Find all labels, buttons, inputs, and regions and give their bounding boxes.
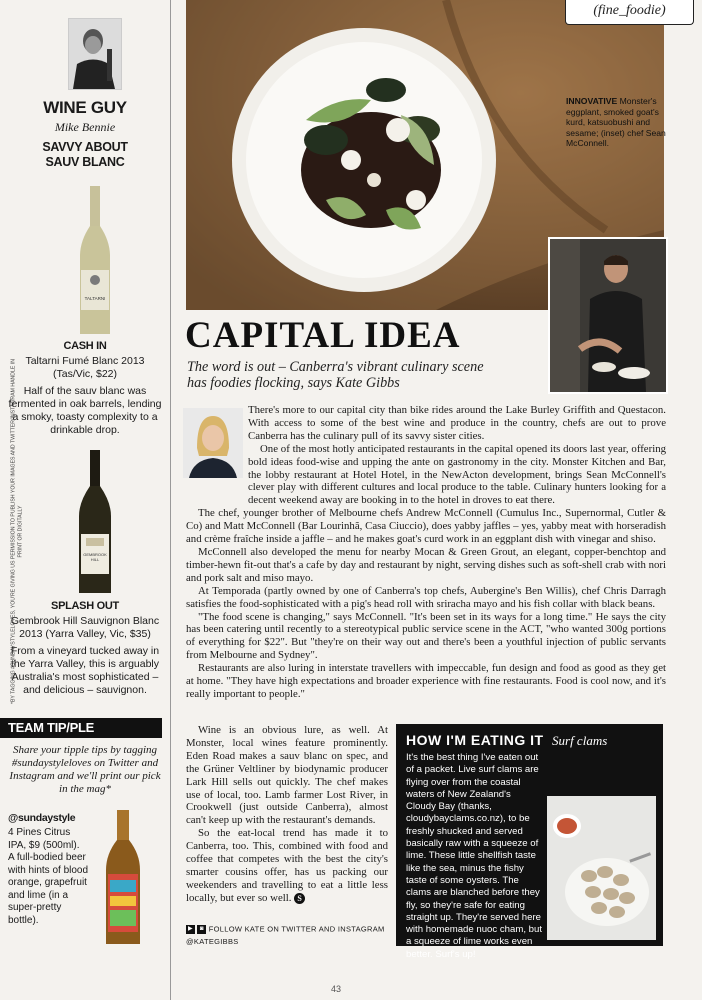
paragraph-5: At Temporada (partly owned by one of Canberra's top chefs, Aubergine's Ben Willis), chef Chris Darragh satisfies the food-sophisticated with a pig's head roll with sriracha mayo and his fish collar with black beans. <box>186 584 666 610</box>
wine-guy-title <box>0 98 170 170</box>
caption-lead: INNOVATIVE <box>566 96 618 106</box>
eating-body: It's the best thing I've eaten out of a packet. Live surf clams are flying over from the coastal waters of New Zealand's Cloudy Bay (thanks, cloudybayclams.co.nz), to be freshly shucked and served basically raw with a squeeze of lime. These little shellfish taste like the sea, minus the fishy taste of some oysters. The clams are blanched before they fly, so they're safe for eating straight up. They're served here with homemade nuoc cham, but a squeeze of lime works even better. Surf's up! <box>406 752 654 961</box>
paragraph-4: McConnell also developed the menu for nearby Mocan & Green Grout, an elegant, copper-benchtop and timber-hewn fit-out that's a cafe by day and restaurant by night, serving dishes such as soft-shell crab with nori and pork salt and miso mayo. <box>186 545 666 584</box>
column-title: WINE GUY <box>43 98 127 117</box>
wine2-heading: SPLASH OUT <box>51 600 119 612</box>
wine2-name: Gembrook Hill Sauvignon Blanc 2013 (Yarra Valley, Vic, $35) <box>10 615 160 640</box>
vertical-permission-note: *BY TAGGING #SUNDAYSTYLELOVES, YOU'RE GIVING US PERMISSION TO PUBLISH YOUR IMAGES AND TWITTER/INSTAGRAM HANDLE IN PRINT OR DIGITALLY <box>10 358 23 705</box>
article-headline: CAPITAL IDEA <box>185 315 461 356</box>
article-body-column <box>186 724 388 905</box>
gembrook-label-text: GEMBROOK HILL <box>83 552 107 562</box>
section-tag-label: (fine_foodie) <box>593 3 666 18</box>
instagram-icon[interactable]: ◙ <box>197 925 206 934</box>
paragraph-8: Wine is an obvious lure, as well. At Monster, local wines feature prominently. Eden Road makes a sauv blanc on spec, and the Grüner Veltliner by biodynamic producer Lark Hill sells out quickly. The chef makes use of local, too. Lamb farmer Lost River, in Crookwell (just outside Canberra), almost can't keep up with the restaurant's demands. <box>186 724 388 827</box>
team-tipple-banner <box>0 718 162 738</box>
eating-title: HOW I'M EATING IT <box>406 732 544 748</box>
gembrook-bottle-image <box>70 450 120 595</box>
taltarni-label-text: TALTARNI <box>84 296 106 301</box>
twitter-icon[interactable]: ▶ <box>186 925 195 934</box>
photo-caption <box>566 96 676 149</box>
paragraph-9 <box>186 827 388 904</box>
team-tipple-entry <box>8 812 90 927</box>
photo-spacer <box>542 796 654 946</box>
eating-subtitle: Surf clams <box>552 733 608 748</box>
paragraph-2: One of the most hotly anticipated restaurants in the capital opened its doors last year, offering bold ideas food-wise and upping the ante on gastronomy in the city. Monster Kitchen and Bar, the lobby restaurant at Hotel Hotel, in the NewActon development, brings Sean McConnell's clever play with different cultures and local produce to the table. Culinary hunters looking for a decent weekend away are booking in to the hotel in droves to eat there. <box>248 442 666 507</box>
paragraph-6: "The food scene is changing," says McConnell. "It's been set in its ways for a long time." He says the city has been catering until recently to a stereotypical public service scene in the ACT, "who wanted 300g portions of everything for $22". But "they're on their way out and there's been a youthful injection of public servants from Melbourne and Sydney". <box>186 610 666 662</box>
author-name: Mike Bennie <box>54 120 116 134</box>
wine2-block <box>8 600 162 697</box>
article-body-top <box>186 404 666 701</box>
follow-text: FOLLOW KATE ON TWITTER AND INSTAGRAM <box>208 924 385 934</box>
wine1-heading: CASH IN <box>63 340 107 352</box>
author-handle[interactable]: @KATEGIBBS <box>186 937 239 946</box>
paragraph-1: There's more to our capital city than bike rides around the Lake Burley Griffith and Questacon. With access to some of the best wine and produce in the country, chefs are out to prove Canberra has the culinary pull of its savvy sister cities. <box>248 404 666 442</box>
team-tipple-prompt: Share your tipple tips by tagging #sundaystyleloves on Twitter and Instagram and we'll print our pick in the mag* <box>9 744 161 795</box>
article-standfirst: The word is out – Canberra's vibrant culinary scene has foodies flocking, says Kate Gibbs <box>187 359 484 391</box>
caption-text: Monster's eggplant, smoked goat's kurd, katsuobushi and sesame; (inset) chef Sean McConnell. <box>566 96 666 149</box>
end-mark: S <box>294 893 305 904</box>
follow-line <box>186 924 396 934</box>
taltarni-bottle-image <box>70 186 120 336</box>
sidebar-heading: SAVVY ABOUT SAUV BLANC <box>42 140 128 169</box>
wine-guy-sidebar <box>0 0 171 1000</box>
chef-inset-photo <box>548 237 668 394</box>
beer-name: 4 Pines Citrus IPA, $9 (500ml). <box>8 827 80 851</box>
team-tipple-title: TEAM TIP/PLE <box>8 720 94 735</box>
beer-description: A full-bodied beer with hints of blood orange, grapefruit and lime (in a super-pretty bottle). <box>8 852 89 926</box>
wine1-name: Taltarni Fumé Blanc 2013 (Tas/Vic, $22) <box>25 355 145 380</box>
paragraph-9-text: So the eat-local trend has made it to Canberra, too. This, combined with food and coffee that competes with the best the city's smarter cousins offer, has us packing our weekenders and travelling to eat a little less locally, but ever so well. <box>186 827 388 904</box>
wine1-block <box>8 340 162 437</box>
paragraph-7: Restaurants are also luring in interstate travellers with impeccable, fun design and food as good as they get at home. "They have high expectations and broader experience with fine restaurants. Food is cool now, and it's really important to people." <box>186 662 666 700</box>
mike-bennie-portrait <box>68 18 122 90</box>
paragraph-3: The chef, younger brother of Melbourne chefs Andrew McConnell (Cumulus Inc., Supernormal, Cutler & Co) and Matt McConnell (Bar Lourinhã, Casa Ciuccio), does yabby jaffles – yes, yabby meat with horseradish and crème fraîche inside a jaffle – and he makes goat's curd work in an eggplant dish with vinegar and shiso. <box>186 507 666 546</box>
wine2-description: From a vineyard tucked away in the Yarra Valley, this is arguably Australia's most sophisticated – and delicious – sauvignon. <box>10 645 160 696</box>
wine1-description: Half of the sauv blanc was fermented in oak barrels, lending a smoky, toasty complexity to a drinkable drop. <box>8 385 162 436</box>
how-im-eating-it-box <box>396 724 663 960</box>
eating-header <box>406 732 656 750</box>
section-tag <box>565 0 694 25</box>
beer-bottle-image <box>100 810 146 946</box>
instagram-handle: @sundaystyle <box>8 812 76 824</box>
page-number: 43 <box>331 984 342 994</box>
